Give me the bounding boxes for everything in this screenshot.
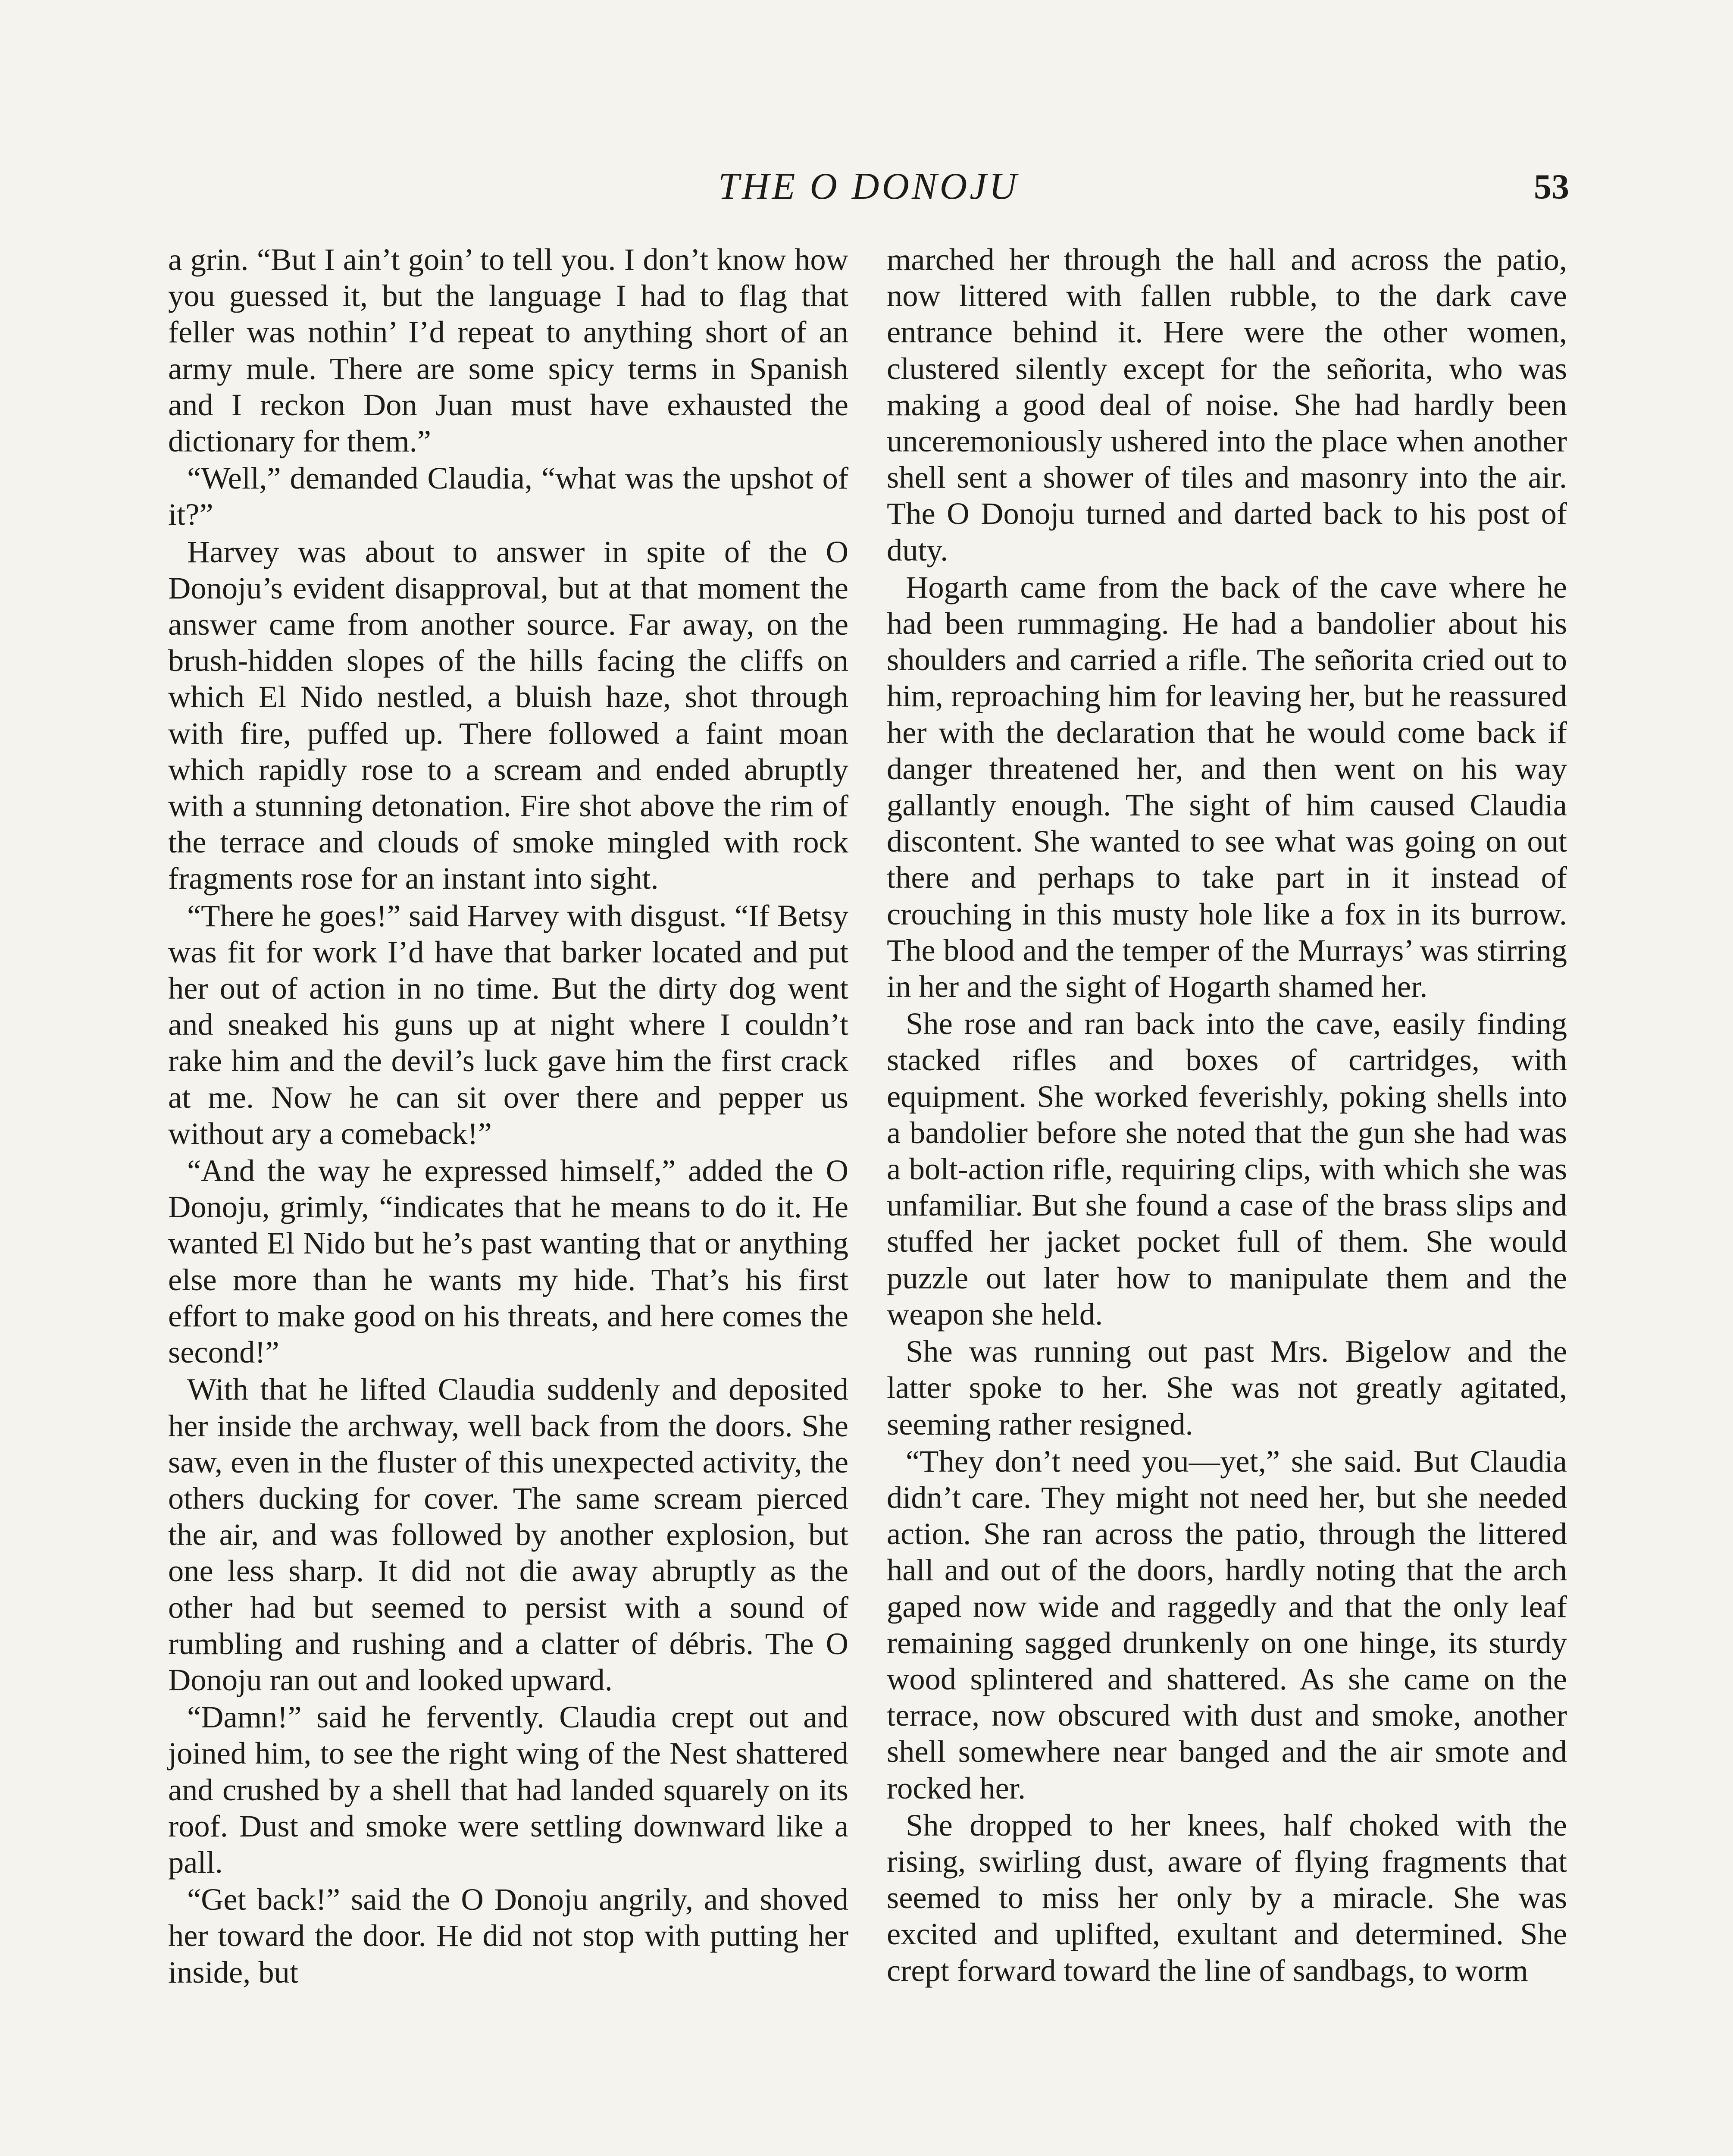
paragraph: Hogarth came from the back of the cave where he had been rummaging. He had a bandolier about his shoulders and carried a rifle. The señorita cried out to him, reproaching him for leaving her, but he reassured her with the declaration that he would come back if danger threatened her, and then went on his way gallantly enough. The sight of him caused Claudia discontent. She wanted to see what was going on out there and perhaps to take part in it instead of crouching in this musty hole like a fox in its burrow. The blood and the temper of the Murrays’ was stirring in her and the sight of Hogarth shamed her. <box>887 569 1567 1004</box>
paragraph: She dropped to her knees, half choked with the rising, swirling dust, aware of flying fragments that seemed to miss her only by a miracle. She was excited and uplifted, exultant and determined. She crept forward toward the line of sandbags, to worm <box>887 1807 1567 1988</box>
paragraph: “Damn!” said he fervently. Claudia crept out and joined him, to see the right wing of the Nest shattered and crushed by a shell that had landed squarely on its roof. Dust and smoke were settling downward like a pall. <box>168 1699 848 1880</box>
paragraph: “Get back!” said the O Donoju angrily, and shoved her toward the door. He did not stop with putting her inside, but <box>168 1882 848 1990</box>
paragraph: She was running out past Mrs. Bigelow and the latter spoke to her. She was not greatly agitated, seeming rather resigned. <box>887 1334 1567 1442</box>
paragraph: With that he lifted Claudia suddenly and deposited her inside the archway, well back from the doors. She saw, even in the fluster of this unexpected activity, the others ducking for cover. The same scream pierced the air, and was followed by another explosion, but one less sharp. It did not die away abruptly as the other had but seemed to persist with a sound of rumbling and rushing and a clatter of débris. The O Donoju ran out and looked upward. <box>168 1372 848 1697</box>
text-column-right <box>887 241 1567 1990</box>
text-column-left <box>168 241 848 1991</box>
paragraph: Harvey was about to answer in spite of the O Donoju’s evident disapproval, but at that moment the answer came from another source. Far away, on the brush-hidden slopes of the hills facing the cliffs on which El Nido nestled, a bluish haze, shot through with fire, puffed up. There followed a faint moan which rapidly rose to a scream and ended abruptly with a stunning detonation. Fire shot above the rim of the terrace and clouds of smoke mingled with rock fragments rose for an instant into sight. <box>168 534 848 896</box>
paragraph: “And the way he expressed himself,” added the O Donoju, grimly, “indicates that he means to do it. He wanted El Nido but he’s past wanting that or anything else more than he wants my hide. That’s his first effort to make good on his threats, and here comes the second!” <box>168 1153 848 1370</box>
paragraph: “Well,” demanded Claudia, “what was the upshot of it?” <box>168 461 848 532</box>
paragraph: a grin. “But I ain’t goin’ to tell you. I don’t know how you guessed it, but the language I had to flag that feller was nothin’ I’d repeat to anything short of an army mule. There are some spicy terms in Spanish and I reckon Don Juan must have exhausted the dictionary for them.” <box>168 242 848 459</box>
page-number: 53 <box>1534 167 1569 206</box>
paragraph: marched her through the hall and across the patio, now littered with fallen rubble, to the dark cave entrance behind it. Here were the other women, clustered silently except for the señorita, who was making a good deal of noise. She had hardly been unceremoniously ushered into the place when another shell sent a shower of tiles and masonry into the air. The O Donoju turned and darted back to his post of duty. <box>887 242 1567 567</box>
running-head <box>168 163 1569 210</box>
running-title: THE O DONOJU <box>718 166 1019 207</box>
paragraph: “There he goes!” said Harvey with disgust. “If Betsy was fit for work I’d have that barker located and put her out of action in no time. But the dirty dog went and sneaked his guns up at night where I couldn’t rake him and the devil’s luck gave him the first crack at me. Now he can sit over there and pepper us without ary a comeback!” <box>168 898 848 1151</box>
paragraph: She rose and ran back into the cave, easily finding stacked rifles and boxes of cartridges, with equipment. She worked feverishly, poking shells into a bandolier before she noted that the gun she had was a bolt-action rifle, requiring clips, with which she was unfamiliar. But she found a case of the brass slips and stuffed her jacket pocket full of them. She would puzzle out later how to manipulate them and the weapon she held. <box>887 1006 1567 1332</box>
paragraph: “They don’t need you—yet,” she said. But Claudia didn’t care. They might not need her, but she needed action. She ran across the patio, through the littered hall and out of the doors, hardly noting that the arch gaped now wide and raggedly and that the only leaf remaining sagged drunkenly on one hinge, its sturdy wood splintered and shattered. As she came on the terrace, now obscured with dust and smoke, another shell somewhere near banged and the air smote and rocked her. <box>887 1443 1567 1805</box>
